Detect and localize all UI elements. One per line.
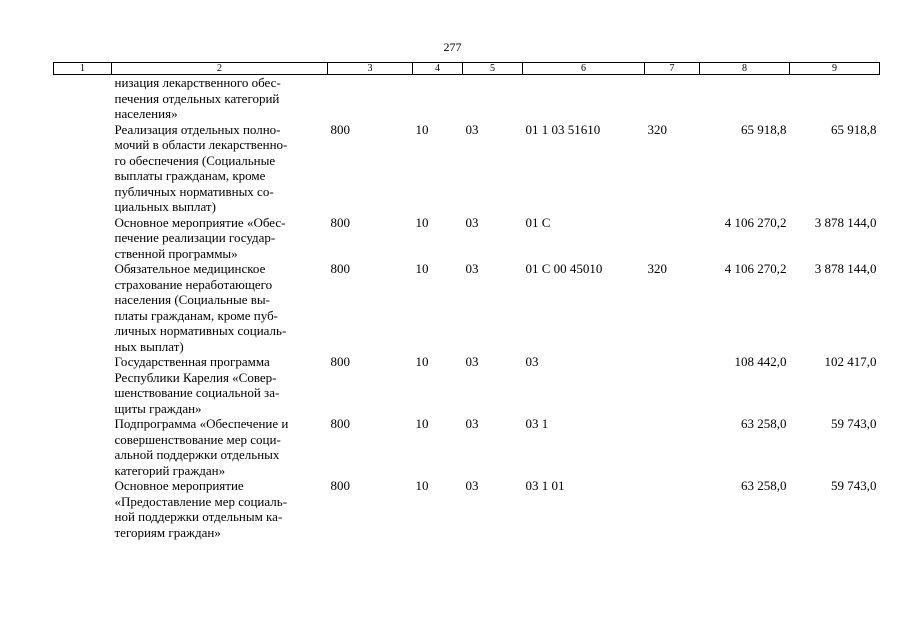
cell-col-3: 800 <box>330 416 350 431</box>
cell-col-5: 03 <box>465 478 479 493</box>
cell-col-1 <box>54 122 112 215</box>
cell-col-8: 63 258,0 <box>741 478 787 493</box>
column-header-9: 9 <box>790 63 880 75</box>
cell-col-3: 800 <box>330 354 350 369</box>
cell-col-7: 320 <box>647 261 667 276</box>
table-row <box>54 261 880 354</box>
cell-col-5: 03 <box>465 261 479 276</box>
cell-col-6: 03 1 <box>525 416 549 431</box>
cell-name: Основное мероприятие «Обес- печение реализации государ- ственной программы» <box>114 214 286 261</box>
cell-col-4: 10 <box>415 121 429 137</box>
cell-col-4: 10 <box>415 354 429 369</box>
column-header-8: 8 <box>700 63 790 75</box>
cell-col-6 <box>523 75 645 122</box>
cell-name: Реализация отдельных полно- мочий в области лекарственно- го обеспечения (Социальные выплаты гражданам, кроме публичных нормативных со- циальных выплат) <box>114 121 288 214</box>
cell-col-7 <box>645 354 700 416</box>
cell-col-5 <box>463 75 523 122</box>
cell-col-9: 65 918,8 <box>831 121 877 137</box>
cell-col-7 <box>645 478 700 540</box>
cell-col-7: 320 <box>647 121 667 137</box>
column-header-2: 2 <box>112 63 328 75</box>
cell-col-4: 10 <box>415 261 429 276</box>
cell-col-1 <box>54 75 112 122</box>
cell-col-7 <box>645 416 700 478</box>
cell-col-1 <box>54 354 112 416</box>
cell-col-8: 108 442,0 <box>734 354 787 369</box>
cell-col-3: 800 <box>330 121 350 137</box>
cell-col-6: 03 <box>525 354 539 369</box>
cell-col-4 <box>413 75 463 122</box>
budget-table <box>53 62 880 540</box>
cell-col-9: 3 878 144,0 <box>814 261 877 276</box>
cell-col-6: 01 С 00 45010 <box>525 261 603 276</box>
cell-name: Подпрограмма «Обеспечение и совершенствование мер соци- альной поддержки отдельных категорий граждан» <box>114 416 289 478</box>
cell-col-7 <box>645 215 700 262</box>
cell-col-4: 10 <box>415 478 429 493</box>
cell-col-3 <box>328 75 413 122</box>
cell-col-6: 01 С <box>525 214 551 230</box>
cell-col-7 <box>645 75 700 122</box>
cell-col-5: 03 <box>465 416 479 431</box>
cell-col-8: 4 106 270,2 <box>724 214 787 230</box>
cell-col-1 <box>54 261 112 354</box>
cell-name: Государственная программа Республики Карелия «Совер- шенствование социальной за- щиты граждан» <box>114 354 280 416</box>
column-header-3: 3 <box>328 63 413 75</box>
table-row <box>54 215 880 262</box>
cell-name: низация лекарственного обес- печения отдельных категорий населения» <box>114 75 281 121</box>
table-row <box>54 416 880 478</box>
cell-col-9: 59 743,0 <box>831 416 877 431</box>
cell-col-1 <box>54 416 112 478</box>
cell-col-3: 800 <box>330 478 350 493</box>
cell-col-8: 65 918,8 <box>741 121 787 137</box>
cell-col-5: 03 <box>465 354 479 369</box>
table-header-row <box>54 63 880 75</box>
cell-name: Основное мероприятие «Предоставление мер социаль- ной поддержки отдельным ка- тегориям граждан» <box>114 478 288 540</box>
table-row <box>54 75 880 122</box>
cell-col-9 <box>790 75 880 122</box>
table-row <box>54 122 880 215</box>
cell-col-4: 10 <box>415 214 429 230</box>
cell-col-5: 03 <box>465 214 479 230</box>
cell-col-6: 03 1 01 <box>525 478 565 493</box>
cell-col-3: 800 <box>330 214 350 230</box>
column-header-6: 6 <box>523 63 645 75</box>
cell-col-8 <box>700 75 790 122</box>
cell-col-3: 800 <box>330 261 350 276</box>
cell-col-1 <box>54 215 112 262</box>
cell-col-4: 10 <box>415 416 429 431</box>
cell-col-9: 3 878 144,0 <box>814 214 877 230</box>
cell-name: Обязательное медицинское страхование неработающего населения (Социальные вы- платы гражданам, кроме пуб- личных нормативных социаль- ных выплат) <box>114 261 287 354</box>
column-header-4: 4 <box>413 63 463 75</box>
table-row <box>54 478 880 540</box>
table-row <box>54 354 880 416</box>
cell-col-8: 4 106 270,2 <box>724 261 787 276</box>
column-header-5: 5 <box>463 63 523 75</box>
cell-col-9: 102 417,0 <box>824 354 877 369</box>
cell-col-5: 03 <box>465 121 479 137</box>
page-number: 277 <box>443 40 462 54</box>
cell-col-1 <box>54 478 112 540</box>
column-header-1: 1 <box>54 63 112 75</box>
column-header-7: 7 <box>645 63 700 75</box>
cell-col-9: 59 743,0 <box>831 478 877 493</box>
cell-col-6: 01 1 03 51610 <box>525 121 601 137</box>
cell-col-8: 63 258,0 <box>741 416 787 431</box>
